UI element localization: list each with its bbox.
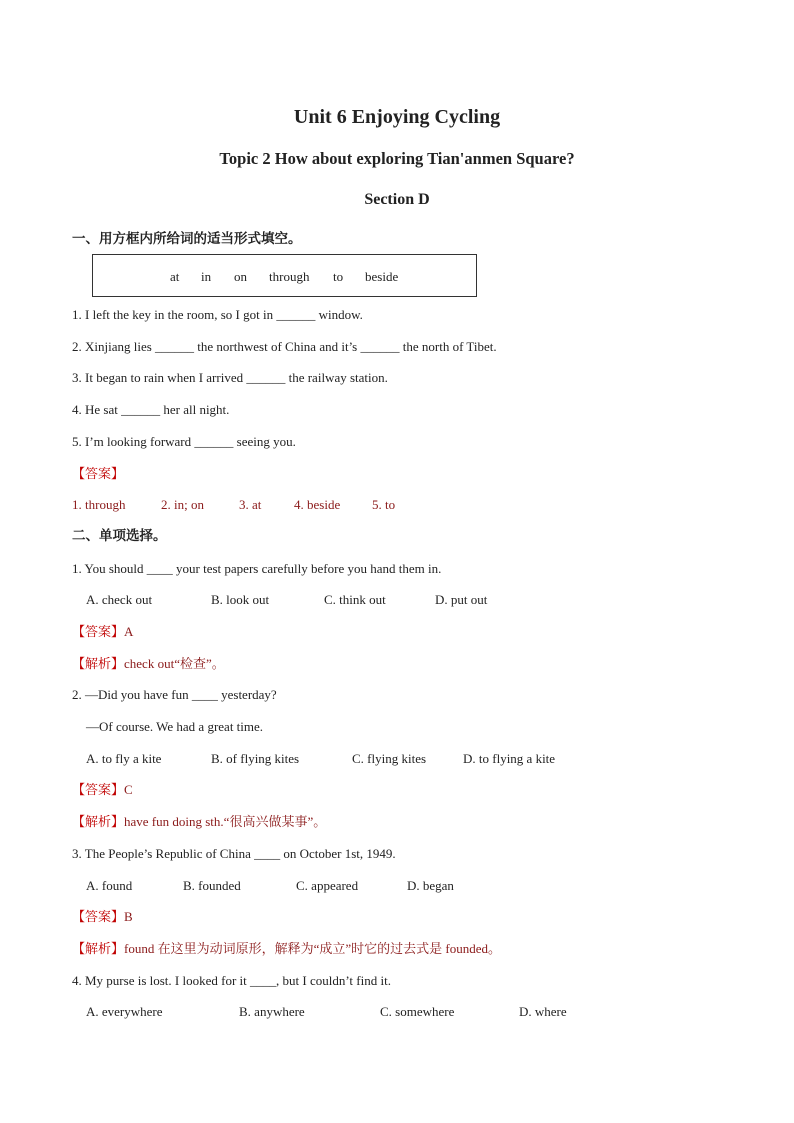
answer-value: B <box>124 909 133 924</box>
option-b: B. founded <box>183 878 241 893</box>
option-b: B. look out <box>211 592 270 607</box>
analysis-line <box>72 813 326 831</box>
word-box-item: through <box>269 269 310 284</box>
mc-question-reply: —Of course. We had a great time. <box>86 719 264 734</box>
option-b: B. anywhere <box>239 1004 305 1019</box>
option-a: A. everywhere <box>86 1004 163 1019</box>
answer-item: 4. beside <box>294 497 341 512</box>
mc-question: 1. You should ____ your test papers carefully before you hand them in. <box>72 561 442 576</box>
answer-item: 3. at <box>239 497 262 512</box>
option-c: C. somewhere <box>380 1004 455 1019</box>
unit-title: Unit 6 Enjoying Cycling <box>293 106 501 128</box>
answer-line <box>72 781 133 799</box>
answer-item: 1. through <box>72 497 126 512</box>
option-d: D. where <box>519 1004 567 1019</box>
mc-question: 4. My purse is lost. I looked for it ____, but I couldn’t find it. <box>72 973 391 988</box>
option-a: A. to fly a kite <box>86 751 162 766</box>
word-box-item: to <box>333 269 344 284</box>
answer-item: 5. to <box>372 497 396 512</box>
analysis-label: 【解析】 <box>72 656 125 671</box>
word-box-item: at <box>170 269 180 284</box>
part1-heading: 一、用方框内所给词的适当形式填空。 <box>72 231 302 246</box>
analysis-line <box>72 940 501 958</box>
analysis-line <box>72 655 225 673</box>
mc-question: 2. —Did you have fun ____ yesterday? <box>72 687 277 702</box>
option-d: D. to flying a kite <box>463 751 556 766</box>
fill-question: 5. I’m looking forward ______ seeing you. <box>72 434 296 449</box>
analysis-label: 【解析】 <box>72 941 125 956</box>
answer-line <box>72 908 133 926</box>
answer-label: 【答案】 <box>72 909 125 924</box>
analysis-text: found 在这里为动词原形，解释为“成立”时它的过去式是 founded。 <box>124 941 501 956</box>
answer-line <box>72 623 133 641</box>
option-a: A. check out <box>86 592 153 607</box>
option-a: A. found <box>86 878 133 893</box>
fill-question: 3. It began to rain when I arrived ______ the railway station. <box>72 370 388 385</box>
word-box <box>92 254 477 297</box>
option-b: B. of flying kites <box>211 751 300 766</box>
section-title: Section D <box>364 191 430 208</box>
analysis-text: have fun doing sth.“很高兴做某事”。 <box>124 814 327 829</box>
fill-question: 1. I left the key in the room, so I got in ______ window. <box>72 307 363 322</box>
answer-label: 【答案】 <box>72 782 125 797</box>
option-d: D. began <box>407 878 454 893</box>
option-c: C. appeared <box>296 878 359 893</box>
word-box-item: on <box>234 269 247 284</box>
answer-value: C <box>124 782 133 797</box>
option-d: D. put out <box>435 592 488 607</box>
topic-title: Topic 2 How about exploring Tian'anmen Square? <box>219 149 575 168</box>
option-c: C. flying kites <box>352 751 427 766</box>
analysis-text: check out“检查”。 <box>124 656 225 671</box>
option-c: C. think out <box>324 592 386 607</box>
part2-heading: 二、单项选择。 <box>72 528 167 543</box>
answer-label: 【答案】 <box>72 624 125 639</box>
answer-value: A <box>124 624 134 639</box>
mc-question: 3. The People’s Republic of China ____ on October 1st, 1949. <box>72 846 396 861</box>
fill-question: 2. Xinjiang lies ______ the northwest of China and it’s ______ the north of Tibet. <box>72 339 497 354</box>
answer-item: 2. in; on <box>161 497 204 512</box>
answer-label: 【答案】 <box>72 466 125 481</box>
word-box-item: beside <box>365 269 399 284</box>
analysis-label: 【解析】 <box>72 814 125 829</box>
word-box-item: in <box>201 269 212 284</box>
fill-question: 4. He sat ______ her all night. <box>72 402 230 417</box>
